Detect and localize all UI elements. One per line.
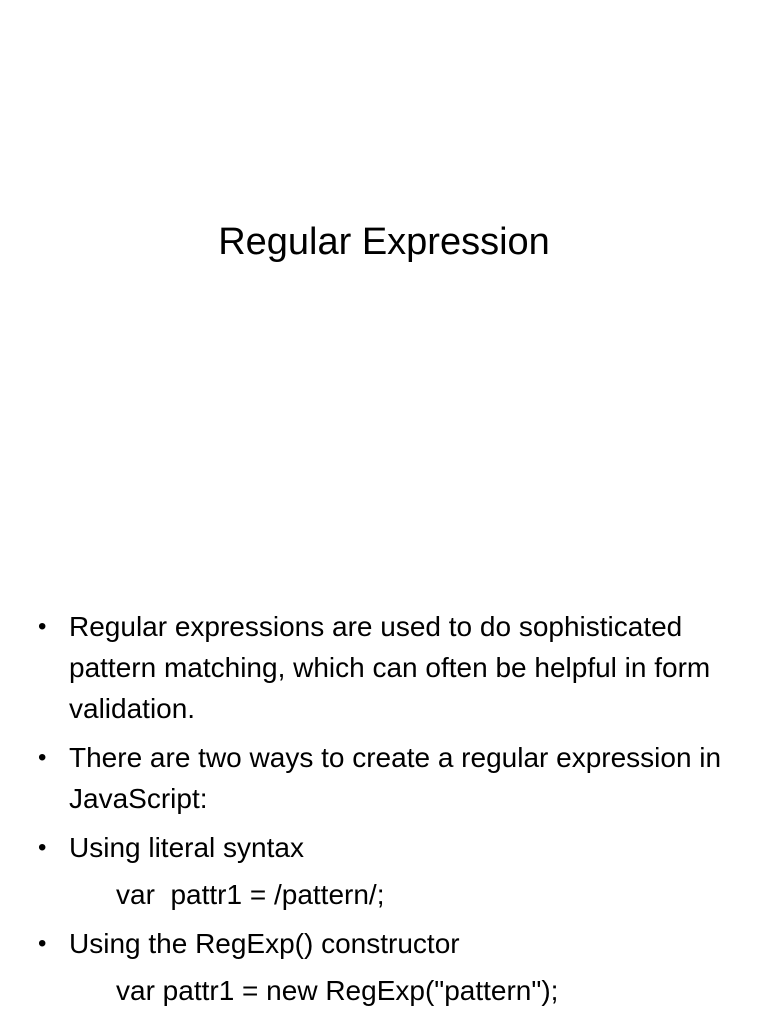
bullet-text: There are two ways to create a regular expression in JavaScript: <box>69 742 722 814</box>
bullet-icon: • <box>38 744 47 771</box>
bullet-text: Regular expressions are used to do sophisticated pattern matching, which can often be helpful in form validation. <box>69 611 711 724</box>
bullet-text: Using the RegExp() constructor <box>69 928 460 959</box>
bullet-icon: • <box>38 834 47 861</box>
bullet-item <box>38 737 738 819</box>
code-example: var pattr1 = new RegExp("pattern"); <box>116 975 559 1006</box>
bullet-list <box>38 606 738 1019</box>
bullet-item <box>38 606 738 729</box>
slide-title: Regular Expression <box>218 221 550 263</box>
bullet-item <box>38 827 738 868</box>
bullet-text: Using literal syntax <box>69 832 304 863</box>
bullet-icon: • <box>38 930 47 957</box>
bullet-icon: • <box>38 613 47 640</box>
bullet-item <box>38 923 738 964</box>
code-example: var pattr1 = /pattern/; <box>116 879 385 910</box>
